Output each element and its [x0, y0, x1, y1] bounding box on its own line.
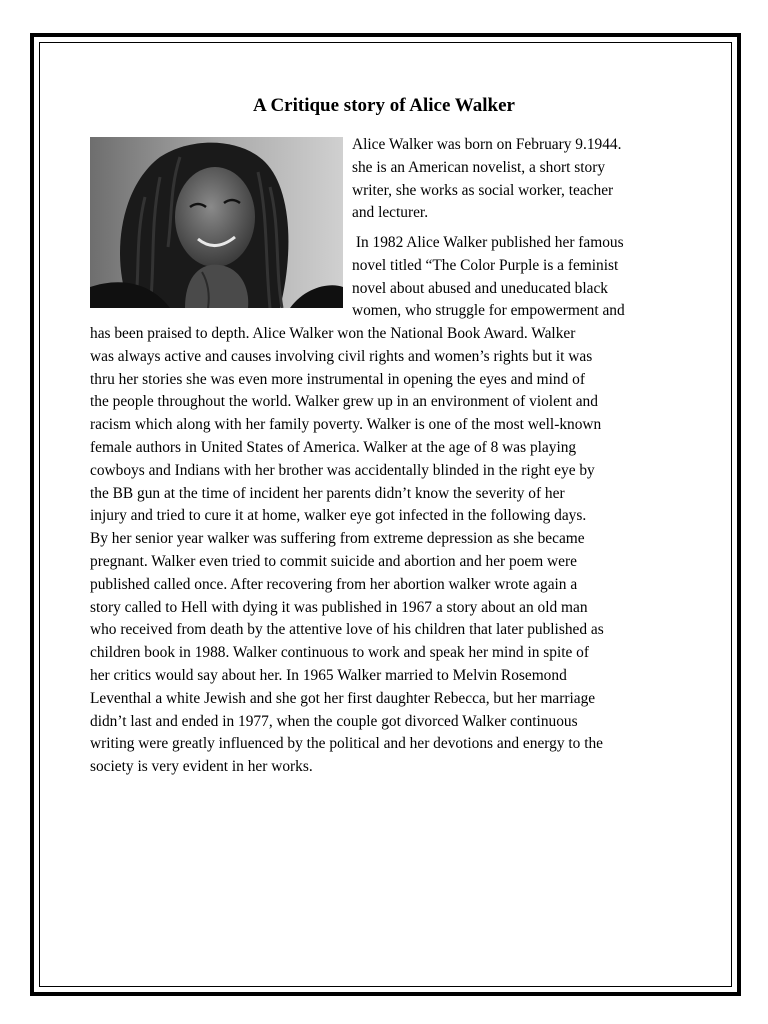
- body-line: cowboys and Indians with her brother was accidentally blinded in the right eye by: [90, 461, 595, 479]
- body-line: was always active and causes involving civil rights and women’s rights but it was: [90, 347, 593, 365]
- portrait-photo-icon: [90, 137, 343, 308]
- body-line: thru her stories she was even more instrumental in opening the eyes and mind of: [90, 370, 585, 388]
- body-line: didn’t last and ended in 1977, when the couple got divorced Walker continuous: [90, 712, 578, 730]
- intro-line: Alice Walker was born on February 9.1944.: [352, 136, 622, 153]
- body-line: the BB gun at the time of incident her parents didn’t know the severity of her: [90, 484, 565, 502]
- body-line: her critics would say about her. In 1965 Walker married to Melvin Rosemond: [90, 666, 567, 684]
- body-line: published called once. After recovering from her abortion walker wrote again a: [90, 575, 578, 593]
- body-line: children book in 1988. Walker continuous to work and speak her mind in spite of: [90, 644, 590, 662]
- body-line: racism which along with her family poverty. Walker is one of the most well-known: [90, 416, 602, 434]
- body-line: story called to Hell with dying it was published in 1967 a story about an old man: [90, 598, 588, 616]
- side-paragraph: [352, 232, 625, 323]
- body-line: By her senior year walker was suffering from extreme depression as she became: [90, 530, 585, 548]
- body-line: pregnant. Walker even tried to commit suicide and abortion and her poem were: [90, 552, 577, 570]
- intro-line: and lecturer.: [352, 204, 429, 222]
- intro-paragraph: [352, 134, 621, 225]
- body-line: has been praised to depth. Alice Walker won the National Book Award. Walker: [90, 325, 576, 342]
- intro-line: writer, she works as social worker, teacher: [352, 181, 614, 199]
- body-line: injury and tried to cure it at home, walker eye got infected in the following days.: [90, 507, 587, 525]
- body-line: female authors in United States of America. Walker at the age of 8 was playing: [90, 438, 577, 456]
- side-line: novel about abused and uneducated black: [352, 279, 608, 297]
- side-line: In 1982 Alice Walker published her famous: [352, 234, 624, 251]
- body-line: who received from death by the attentive love of his children that later published as: [90, 621, 604, 639]
- side-line: women, who struggle for empowerment and: [352, 302, 625, 320]
- document-title: A Critique story of Alice Walker: [253, 95, 515, 116]
- body-paragraph: [90, 323, 604, 779]
- body-line: Leventhal a white Jewish and she got her first daughter Rebecca, but her marriage: [90, 689, 596, 707]
- body-line: society is very evident in her works.: [90, 758, 313, 776]
- body-line: writing were greatly influenced by the political and her devotions and energy to the: [90, 735, 604, 753]
- intro-line: she is an American novelist, a short story: [352, 158, 606, 176]
- body-line: the people throughout the world. Walker grew up in an environment of violent and: [90, 393, 598, 411]
- side-line: novel titled “The Color Purple is a feminist: [352, 256, 619, 274]
